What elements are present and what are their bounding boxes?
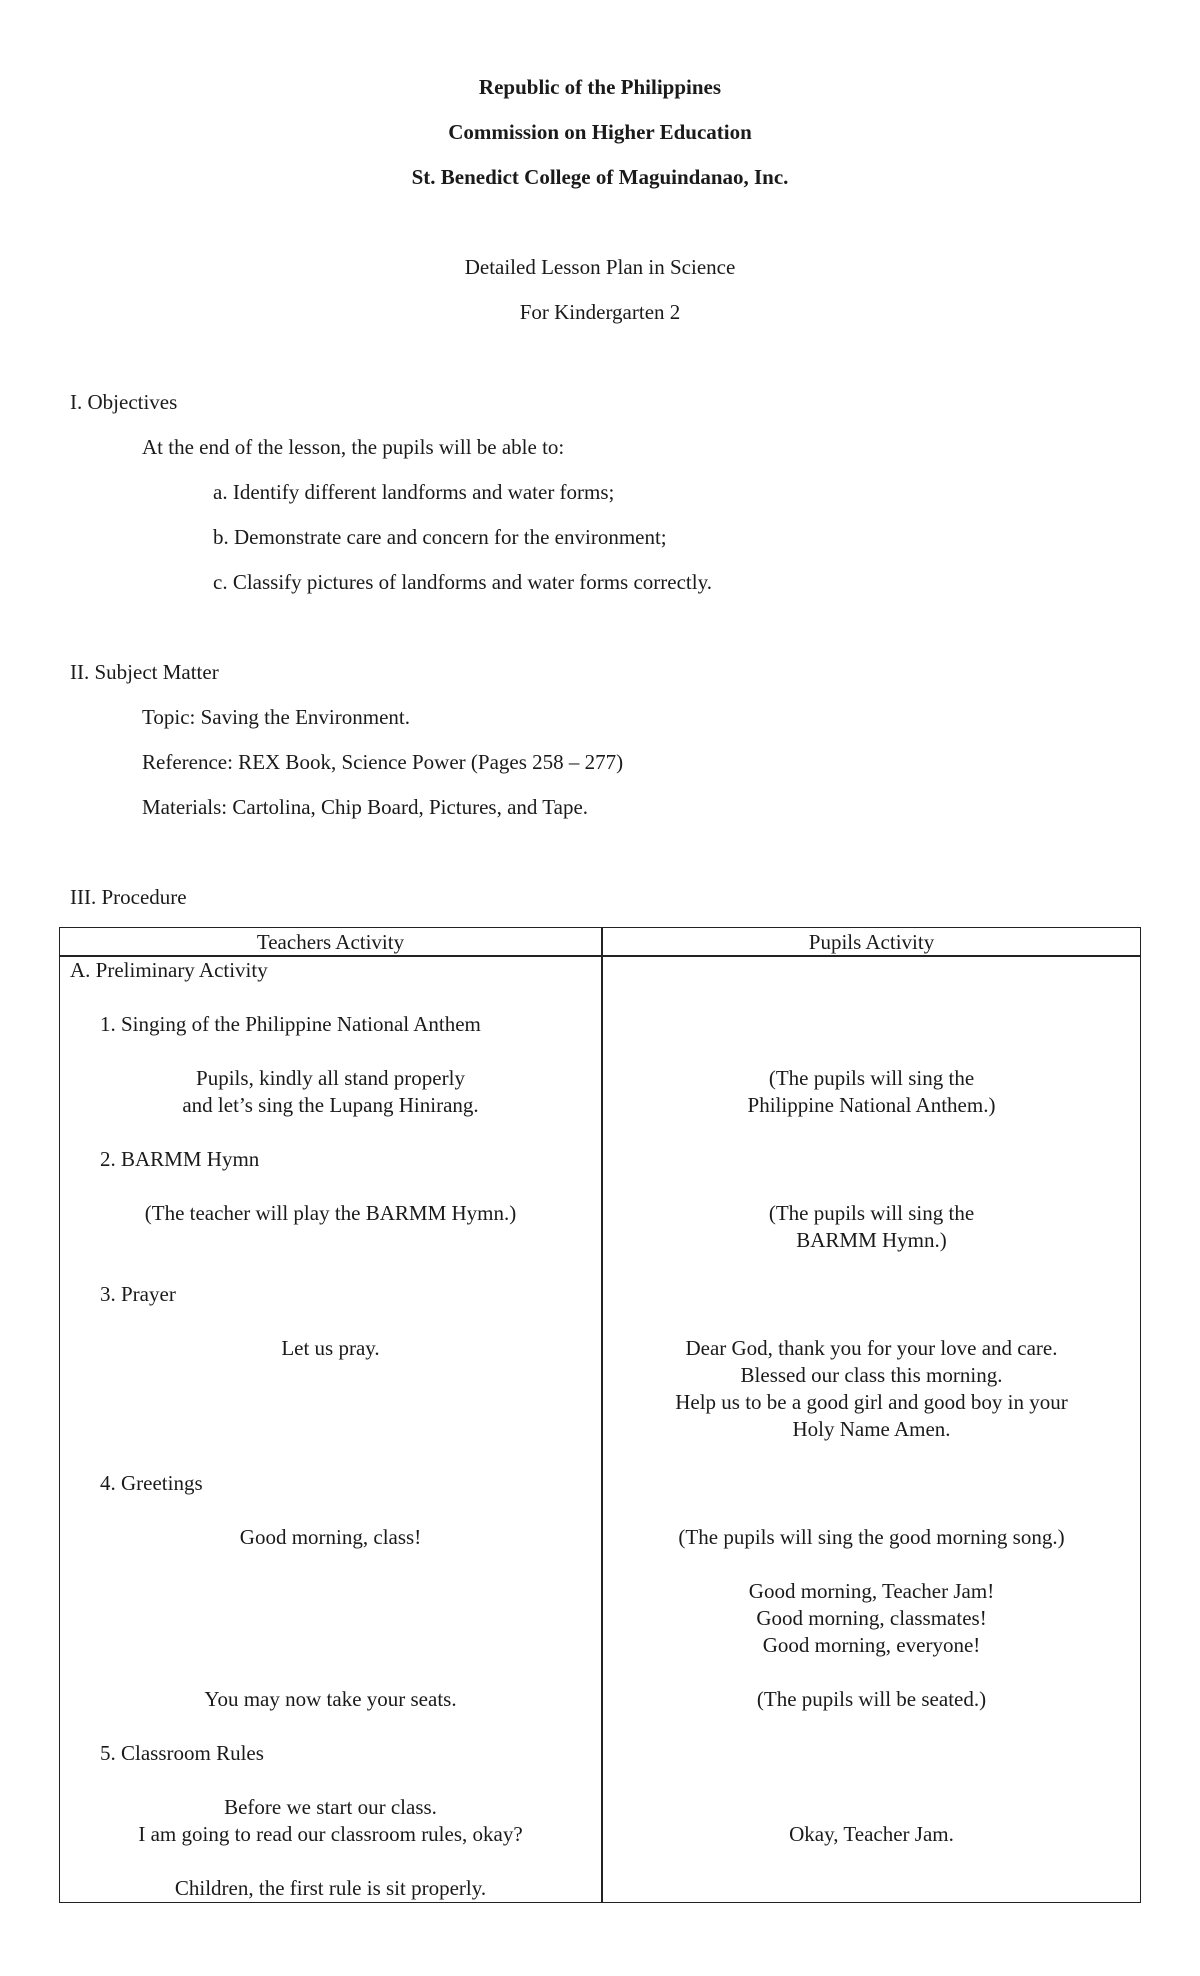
rules-teacher-line: I am going to read our classroom rules, okay? bbox=[138, 1822, 523, 1846]
subject-matter-heading: II. Subject Matter bbox=[70, 660, 219, 684]
objective-item: a. Identify different landforms and water forms; bbox=[213, 480, 615, 504]
greetings-teacher-seat: You may now take your seats. bbox=[204, 1687, 457, 1711]
greetings-pupils-line: Good morning, everyone! bbox=[762, 1633, 981, 1657]
rules-teacher-line: Before we start our class. bbox=[224, 1795, 437, 1819]
greetings-teacher-line: Good morning, class! bbox=[239, 1525, 422, 1549]
hymn-label: 2. BARMM Hymn bbox=[100, 1147, 260, 1171]
header-college: St. Benedict College of Maguindanao, Inc. bbox=[411, 165, 789, 189]
hymn-pupils-line: BARMM Hymn.) bbox=[796, 1228, 947, 1252]
greetings-pupils-seat: (The pupils will be seated.) bbox=[756, 1687, 987, 1711]
header-republic: Republic of the Philippines bbox=[478, 75, 722, 99]
preliminary-activity-label: A. Preliminary Activity bbox=[70, 958, 268, 982]
greetings-pupils-line: Good morning, Teacher Jam! bbox=[748, 1579, 995, 1603]
greetings-label: 4. Greetings bbox=[100, 1471, 203, 1495]
objective-item: b. Demonstrate care and concern for the environment; bbox=[213, 525, 667, 549]
prayer-pupils-line: Help us to be a good girl and good boy in your bbox=[675, 1390, 1068, 1414]
hymn-pupils-line: (The pupils will sing the bbox=[768, 1201, 975, 1225]
anthem-pupils-line: Philippine National Anthem.) bbox=[747, 1093, 996, 1117]
anthem-teacher-line: Pupils, kindly all stand properly bbox=[196, 1066, 465, 1090]
prayer-pupils-line: Dear God, thank you for your love and care. bbox=[685, 1336, 1058, 1360]
header-divider bbox=[60, 955, 1140, 957]
rules-label: 5. Classroom Rules bbox=[100, 1741, 264, 1765]
objective-item: c. Classify pictures of landforms and water forms correctly. bbox=[213, 570, 712, 594]
rules-pupils-line: Okay, Teacher Jam. bbox=[789, 1822, 954, 1846]
objectives-intro: At the end of the lesson, the pupils will be able to: bbox=[142, 435, 565, 459]
procedure-heading: III. Procedure bbox=[70, 885, 187, 909]
anthem-label: 1. Singing of the Philippine National Anthem bbox=[100, 1012, 481, 1036]
anthem-teacher-line: and let’s sing the Lupang Hinirang. bbox=[182, 1093, 479, 1117]
subject-topic: Topic: Saving the Environment. bbox=[142, 705, 410, 729]
prayer-teacher-line: Let us pray. bbox=[281, 1336, 380, 1360]
column-header-teachers: Teachers Activity bbox=[256, 930, 405, 954]
column-header-pupils: Pupils Activity bbox=[808, 930, 935, 954]
anthem-pupils-line: (The pupils will sing the bbox=[768, 1066, 975, 1090]
hymn-teacher-line: (The teacher will play the BARMM Hymn.) bbox=[144, 1201, 517, 1225]
lesson-plan-title: Detailed Lesson Plan in Science bbox=[464, 255, 736, 279]
prayer-label: 3. Prayer bbox=[100, 1282, 176, 1306]
prayer-pupils-line: Holy Name Amen. bbox=[792, 1417, 951, 1441]
objectives-heading: I. Objectives bbox=[70, 390, 178, 414]
prayer-pupils-line: Blessed our class this morning. bbox=[740, 1363, 1003, 1387]
subject-materials: Materials: Cartolina, Chip Board, Pictures, and Tape. bbox=[142, 795, 589, 819]
greetings-pupils-line: Good morning, classmates! bbox=[756, 1606, 987, 1630]
procedure-table bbox=[59, 927, 1141, 1903]
subject-reference: Reference: REX Book, Science Power (Pages 258 – 277) bbox=[142, 750, 624, 774]
greetings-pupils-song: (The pupils will sing the good morning song.) bbox=[678, 1525, 1065, 1549]
header-commission: Commission on Higher Education bbox=[448, 120, 752, 144]
rules-teacher-first-rule: Children, the first rule is sit properly. bbox=[174, 1876, 487, 1900]
lesson-plan-grade: For Kindergarten 2 bbox=[519, 300, 681, 324]
